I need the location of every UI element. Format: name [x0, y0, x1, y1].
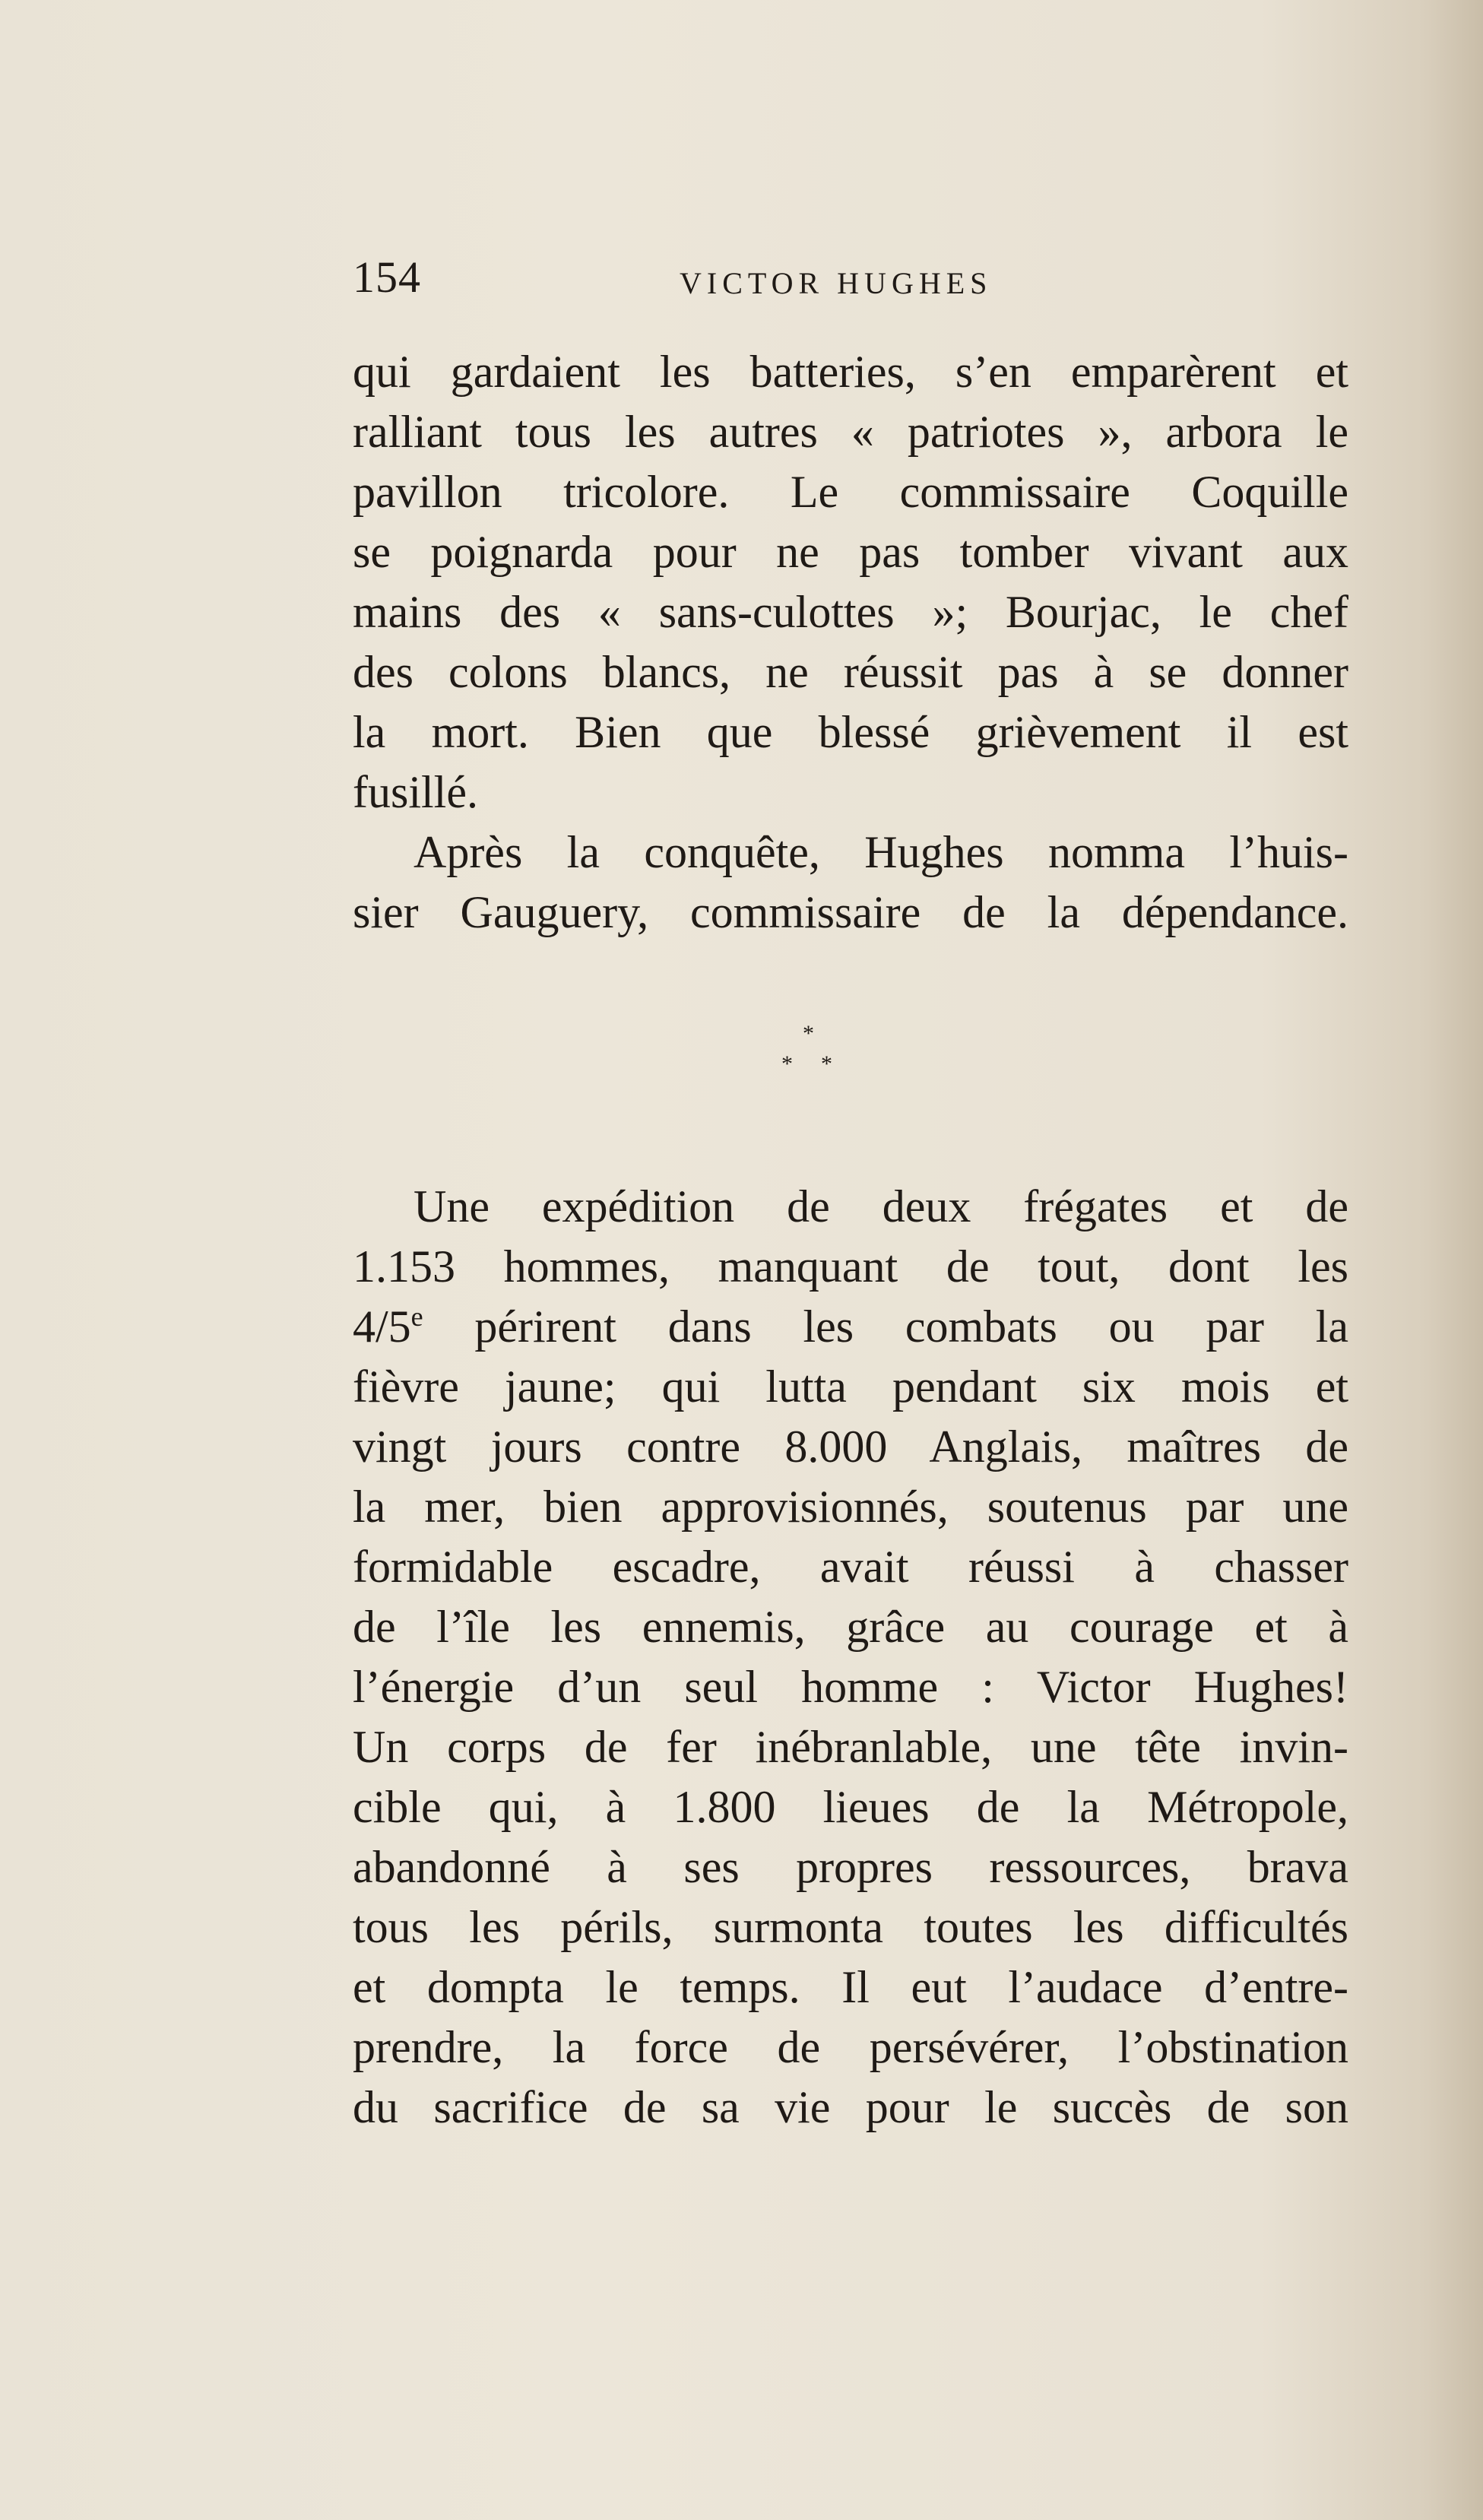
paragraph-2 [353, 823, 1348, 943]
section-separator [775, 1022, 851, 1091]
text-line: Une expédition de deux frégates et de [414, 1181, 1348, 1231]
text-line: tous les périls, surmonta toutes les difficultés [353, 1902, 1348, 1952]
page-header [353, 243, 1356, 312]
text-line: Après la conquête, Hughes nomma l’huis- [414, 827, 1348, 877]
text-line: sier Gauguery, commissaire de la dépendance. [353, 887, 1348, 937]
text-line: fièvre jaune; qui lutta pendant six mois et [353, 1361, 1348, 1412]
separator-star: * [821, 1051, 832, 1076]
separator-star: * [803, 1021, 814, 1046]
text-line: se poignarda pour ne pas tomber vivant aux [353, 527, 1348, 577]
text-line: la mort. Bien que blessé grièvement il est [353, 707, 1348, 757]
text-line: mains des « sans-culottes »; Bourjac, le chef [353, 587, 1348, 637]
text-line: et dompta le temps. Il eut l’audace d’entre- [353, 1962, 1348, 2012]
text-line: des colons blancs, ne réussit pas à se donner [353, 647, 1348, 697]
paragraph-3 [353, 1177, 1348, 2138]
text-line: la mer, bien approvisionnés, soutenus par une [353, 1482, 1348, 1532]
text-line: cible qui, à 1.800 lieues de la Métropole, [353, 1782, 1348, 1832]
text-line: prendre, la force de persévérer, l’obstination [353, 2022, 1348, 2072]
text-line: ralliant tous les autres « patriotes », arbora le [353, 407, 1348, 457]
paragraph-1 [353, 342, 1348, 823]
text-line: du sacrifice de sa vie pour le succès de son [353, 2082, 1348, 2132]
superscript: e [410, 1301, 423, 1332]
text-line: formidable escadre, avait réussi à chasser [353, 1542, 1348, 1592]
text-line: qui gardaient les batteries, s’en emparèrent et [353, 347, 1348, 397]
text-line: de l’île les ennemis, grâce au courage et à [353, 1602, 1348, 1652]
fraction-text: 4/5 [353, 1301, 411, 1352]
text-line: 1.153 hommes, manquant de tout, dont les [353, 1241, 1348, 1292]
text-line: l’énergie d’un seul homme : Victor Hughes! [353, 1662, 1348, 1712]
running-title: VICTOR HUGHES [680, 266, 993, 300]
text-line: fusillé. [353, 767, 478, 817]
separator-star: * [781, 1051, 793, 1076]
text-line: abandonné à ses propres ressources, brava [353, 1842, 1348, 1892]
text-line: Un corps de fer inébranlable, une tête invin- [353, 1722, 1348, 1772]
text-line: vingt jours contre 8.000 Anglais, maîtres de [353, 1422, 1348, 1472]
line-continuation: périrent dans les combats ou par la [423, 1301, 1348, 1352]
text-line: pavillon tricolore. Le commissaire Coquille [353, 467, 1348, 517]
page-number: 154 [353, 252, 421, 302]
text-line [353, 1297, 1348, 1357]
